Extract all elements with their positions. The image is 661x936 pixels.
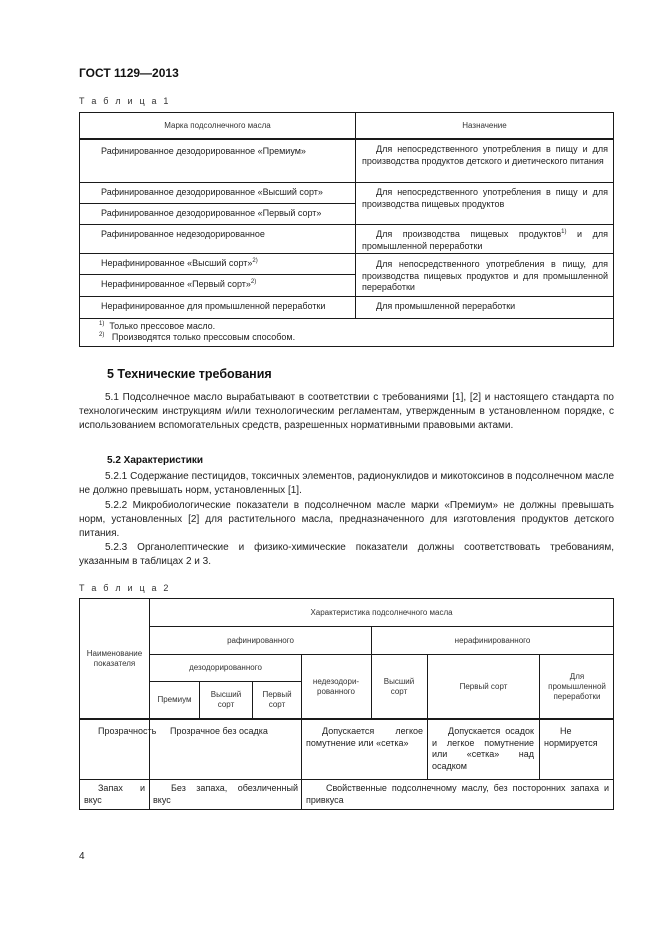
table1-brand-cell: Рафинированное дезодорированное «Первый сорт» <box>101 208 322 218</box>
table2-value-cell: Допускается легкое помутнение или «сетка» <box>306 726 423 748</box>
table2-value-cell: Свойственные подсолнечному маслу, без посторонних запаха и привкуса <box>306 783 609 805</box>
footnote-mark: 2) <box>99 332 105 338</box>
table1-brand-cell: Рафинированное дезодорированное «Премиум» <box>101 146 306 156</box>
paragraph-text: 5.2.1 Содержание пестицидов, токсичных элементов, радионуклидов и микотоксинов в подсолнечном масле не должно превышать норм, установленных [1]. <box>79 471 614 496</box>
table2-col-divider <box>301 654 302 810</box>
table2-header-deodorized: дезодорированного <box>189 663 262 673</box>
table2-value-cell: Не нормируется <box>544 726 598 748</box>
table1-brand-cell: Рафинированное недезодорированное <box>101 229 265 239</box>
paragraph-text: 5.2.2 Микробиологические показатели в подсолнечном масле марки «Премиум» не должны превышать норм, установленных [2] для растительного масла, предназначенного для изготовления продуктов детского питания. <box>79 500 614 539</box>
footnote-text: Производятся только прессовым способом. <box>111 332 296 342</box>
paragraph-5-2-3 <box>79 541 614 569</box>
table2-col-divider <box>539 654 540 779</box>
table1-purpose-cell: Для промышленной переработки <box>376 301 516 311</box>
table1-caption: Т а б л и ц а 1 <box>79 96 171 106</box>
table1-purpose-cell: Для непосредственного употребления в пищу и для производства продуктов детского и диетического питания <box>362 144 608 166</box>
table1-border-left <box>79 112 80 347</box>
table2-col-divider <box>199 681 200 719</box>
table2-header-unrefined-top: Высший сорт <box>383 677 415 696</box>
brand-text: Нерафинированное «Первый сорт» <box>101 279 251 289</box>
footnote-text: Только прессовое масло. <box>109 321 216 331</box>
table1-row-divider <box>79 224 614 225</box>
table1-brand-cell: Нерафинированное для промышленной переработки <box>101 301 326 311</box>
table2-caption: Т а б л и ц а 2 <box>79 583 171 593</box>
table2-col-divider <box>252 681 253 719</box>
table1-purpose-cell: Для непосредственного употребления в пищу, для производства пищевых продуктов и для промышленной переработки <box>362 259 608 292</box>
table2-header-unrefined-industrial: Для промышленной переработки <box>548 672 606 701</box>
table2-header-premium: Премиум <box>157 695 192 705</box>
paragraph-text: 5.2.3 Органолептические и физико-химические показатели должны соответствовать требованиям, указанным в таблицах 2 и 3. <box>79 542 614 567</box>
table2-indicator-cell: Прозрачность <box>98 726 157 736</box>
table1-footnote <box>99 321 599 333</box>
table1-row-divider <box>79 203 355 204</box>
table2-header-refined-first: Первый сорт <box>262 690 292 709</box>
table1-brand-cell <box>101 258 351 270</box>
table1-row-divider <box>79 318 614 319</box>
table1-border-bottom <box>79 346 614 347</box>
footnote-ref: 2) <box>250 279 257 285</box>
table2-value-cell: Без запаха, обезличенный вкус <box>153 783 298 805</box>
table2-header-unrefined-first: Первый сорт <box>459 682 508 692</box>
table2-header-unrefined: нерафинированного <box>454 635 531 645</box>
table1-header-purpose: Назначение <box>462 120 507 130</box>
table1-header-divider <box>79 138 614 140</box>
section-title: 5 Технические требования <box>107 367 272 381</box>
table2-col-divider <box>427 719 428 779</box>
table2-value-cell: Допускается осадок и легкое помутнение или «сетка» над осадком <box>432 726 534 771</box>
table2-header-non-deodorized: недезодори-рованного <box>312 677 360 696</box>
document-code: ГОСТ 1129—2013 <box>79 66 179 80</box>
table2-indicator-cell: Запах и вкус <box>84 783 145 805</box>
table1-footnote <box>99 332 599 344</box>
footnote-mark: 1) <box>99 321 105 327</box>
table2-header-characteristic: Характеристика подсолнечного масла <box>310 607 453 617</box>
table1-header-brand: Марка подсолнечного масла <box>164 120 271 130</box>
table1-column-divider <box>355 112 356 318</box>
table2-header-refined: рафинированного <box>227 635 294 645</box>
table1-row-divider <box>79 182 614 183</box>
table2-border-bottom <box>79 809 614 810</box>
table2-header-indicator: Наименование показателя <box>86 648 143 668</box>
table2-row-divider <box>79 779 614 780</box>
table1-purpose-cell: Для непосредственного употребления в пищу и для производства пищевых продуктов <box>362 187 608 209</box>
table1-row-divider <box>79 253 614 254</box>
purpose-text: Для производства пищевых продуктов <box>376 229 562 239</box>
subsection-title: 5.2 Характеристики <box>107 455 204 466</box>
table1-purpose-cell <box>362 229 608 252</box>
paragraph-5-1 <box>79 391 614 433</box>
page-number: 4 <box>79 851 85 862</box>
paragraph-5-2-1 <box>79 470 614 498</box>
table2-value-cell: Прозрачное без осадка <box>170 726 268 736</box>
brand-text: Нерафинированное «Высший сорт» <box>101 258 253 268</box>
footnote-ref: 1) <box>561 229 567 235</box>
paragraph-5-2-2 <box>79 499 614 541</box>
table1-brand-cell: Рафинированное дезодорированное «Высший сорт» <box>101 187 323 197</box>
table1-row-divider <box>79 274 355 275</box>
paragraph-text: 5.1 Подсолнечное масло вырабатывают в соответствии с требованиями [1], [2] и настоящего стандарта по технологическим инструкциям и/или технологическим регламентам, утвержденным в установленном порядке, с использованием вспомогательных средств, разрешенных нормативными правовыми актами. <box>79 392 614 431</box>
table1-border-right <box>613 112 614 347</box>
table1-brand-cell <box>101 279 351 291</box>
footnote-ref: 2) <box>252 258 258 264</box>
table2-header-refined-top: Высший сорт <box>210 690 242 709</box>
table1-row-divider <box>79 296 614 297</box>
purpose-text: и для промышленной переработки <box>362 229 608 251</box>
